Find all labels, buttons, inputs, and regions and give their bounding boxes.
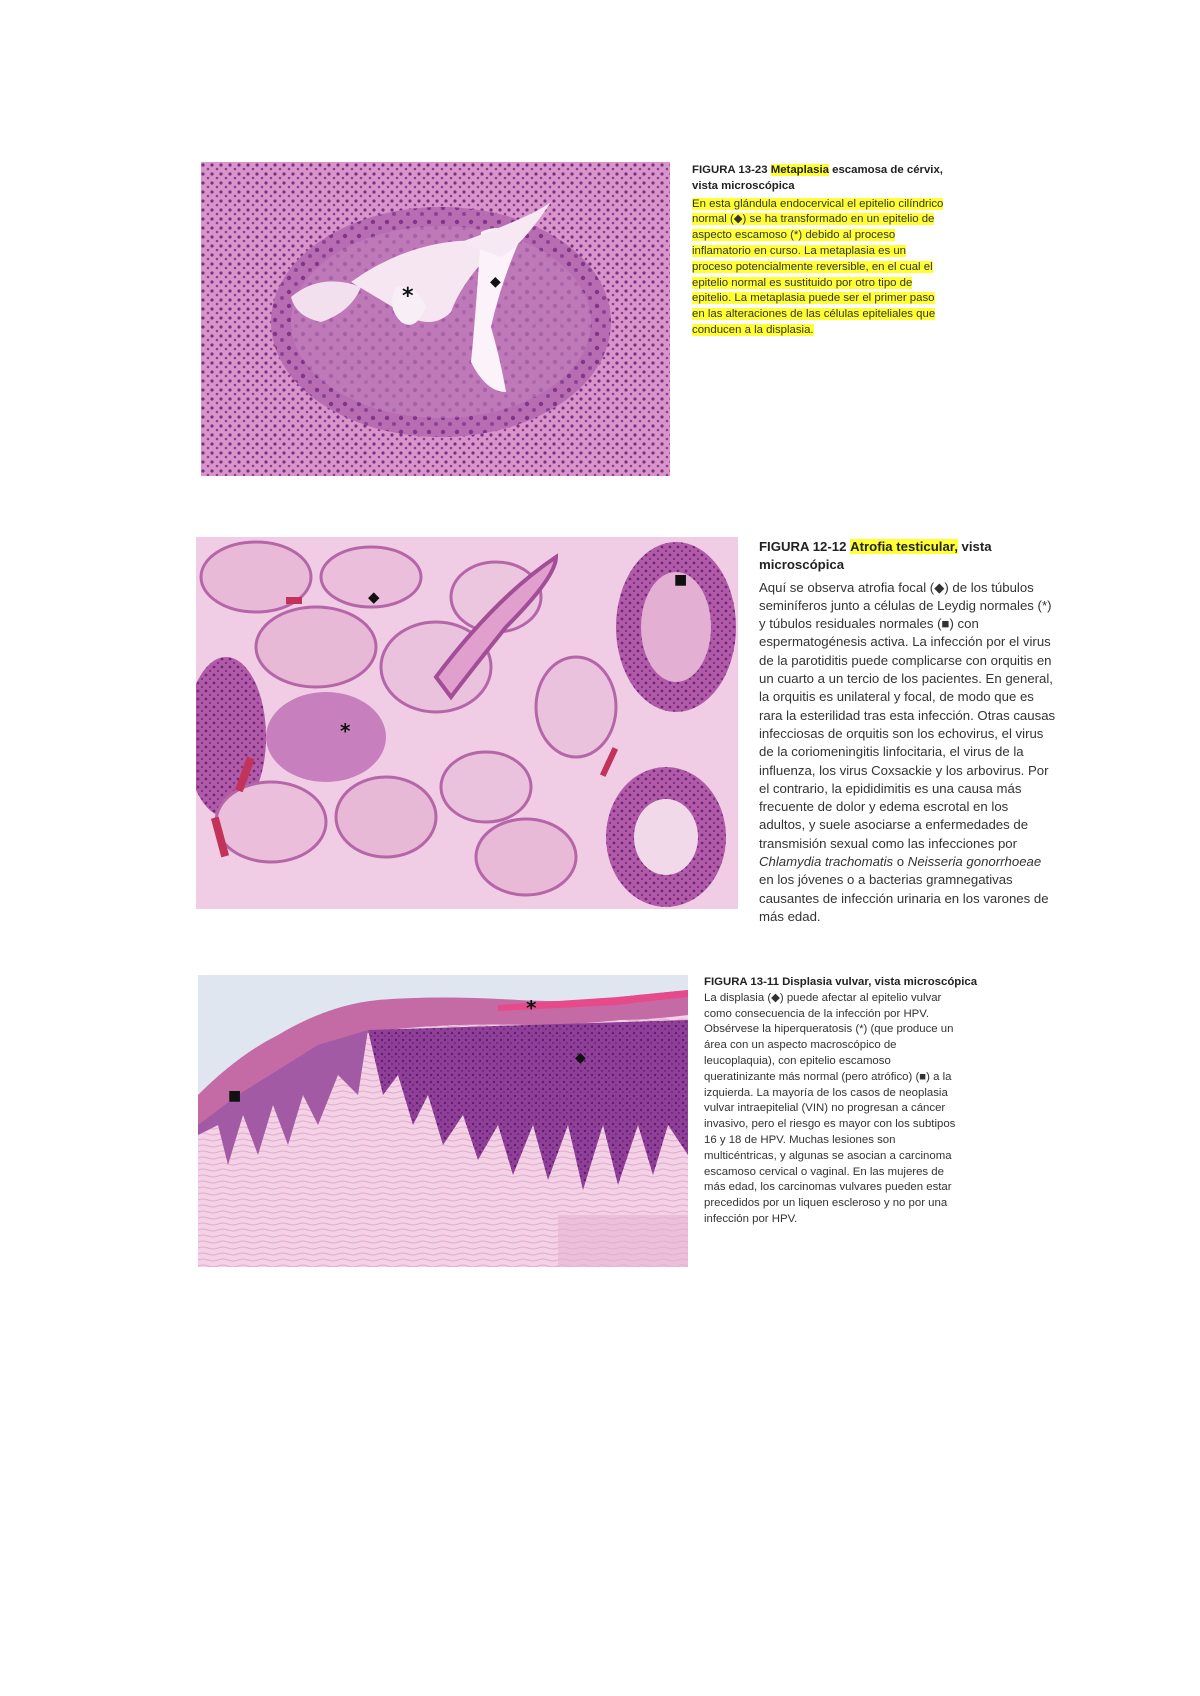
body-line: Obsérvese la hiperqueratosis (*) (que produce un	[704, 1023, 954, 1036]
body-line: La displasia (◆) puede afectar al epitelio vulvar	[704, 991, 942, 1004]
square-marker: ■	[228, 1088, 242, 1104]
body-line: frecuente de dolor y edema escrotal en los	[759, 799, 1009, 815]
square-marker: ■	[674, 572, 688, 588]
figure-title-highlight: Atrofia testicular,	[850, 539, 958, 554]
body-line: rara la esterilidad tras esta infección. Otras causas	[759, 707, 1056, 723]
body-line: el contrario, la epididimitis es una causa más	[759, 780, 1022, 796]
figure-title-rest: vista	[961, 539, 992, 554]
caption-title-line-1	[692, 163, 992, 179]
body-line: seminíferos junto a células de Leydig normales (*)	[759, 597, 1052, 613]
micrograph-cervix-art	[201, 162, 670, 476]
body-line: precedidos por un liquen escleroso y no por una	[704, 1197, 948, 1210]
body-line: Aquí se observa atrofia focal (◆) de los túbulos	[759, 579, 1034, 595]
body-line: de la parotiditis puede complicarse con orquitis en	[759, 652, 1052, 668]
body-line: causantes de infección urinaria en los varones de	[759, 890, 1049, 906]
caption-body	[704, 991, 1034, 1228]
species-name: Chlamydia trachomatis	[759, 854, 894, 870]
body-line: como consecuencia de la infección por HPV.	[704, 1007, 929, 1020]
body-line: la orquitis es unilateral y focal, de modo que es	[759, 689, 1034, 705]
star-marker: *	[340, 719, 351, 743]
body-line: en los jóvenes o a bacterias gramnegativas	[759, 872, 1013, 888]
body-line: y túbulos residuales normales (■) con	[759, 616, 979, 632]
figure-title-rest: escamosa de cérvix,	[832, 164, 943, 176]
micrograph-testis-art	[196, 537, 738, 909]
body-line: influenza, los virus Coxsackie y los arbovirus. Por	[759, 762, 1049, 778]
diamond-marker: ◆	[575, 1050, 586, 1066]
diamond-marker: ◆	[368, 588, 380, 606]
conjunction: o	[893, 854, 908, 870]
star-marker: *	[526, 996, 537, 1020]
figure-title-highlight: Metaplasia	[770, 164, 829, 176]
micrograph-cervix-metaplasia	[201, 162, 670, 476]
figure-number: FIGURA 12-12	[759, 539, 847, 554]
body-line: área con un aspecto macroscópico de	[704, 1039, 897, 1052]
micrograph-vulvar-dysplasia	[198, 975, 688, 1267]
body-line: más edad, los carcinomas vulvares pueden estar	[704, 1181, 952, 1194]
body-line: En esta glándula endocervical el epitelio cilíndrico	[692, 197, 944, 210]
body-line: normal (◆) se ha transformado en un epitelio de	[692, 213, 935, 226]
body-line: infección por HPV.	[704, 1212, 798, 1225]
figure-title-rest: Displasia vulvar, vista microscópica	[782, 976, 978, 988]
body-line: epitelio. La metaplasia puede ser el primer paso	[692, 292, 935, 305]
caption-title-line-1	[704, 975, 1034, 991]
body-line: espermatogénesis activa. La infección por el virus	[759, 634, 1051, 650]
body-line: leucoplaquia), con epitelio escamoso	[704, 1054, 891, 1067]
caption-fig-13-23	[692, 163, 992, 339]
body-line: en las alteraciones de las células epiteliales que	[692, 308, 936, 321]
caption-title-line-2: microscópica	[759, 557, 845, 573]
micrograph-vulva-art	[198, 975, 688, 1267]
caption-title-line-1	[759, 538, 1099, 556]
body-line: adultos, y suele asociarse a enfermedades de	[759, 817, 1029, 833]
body-line: queratinizante más normal (pero atrófico) (■) a la	[704, 1070, 952, 1083]
star-marker: *	[402, 284, 414, 309]
body-line: de la coriomeningitis linfocitaria, el virus de la	[759, 744, 1024, 760]
body-line: multicéntricas, y algunas se asocian a carcinoma	[704, 1149, 952, 1162]
body-line: un cuarto a un tercio de los pacientes. En general,	[759, 671, 1053, 687]
body-line-italic	[759, 853, 1099, 871]
caption-body	[759, 579, 1099, 927]
body-line: proceso potencialmente reversible, en el cual el	[692, 260, 933, 273]
body-line: vulvar intraepitelial (VIN) no progresan a cáncer	[704, 1102, 946, 1115]
figure-number: FIGURA 13-11	[704, 976, 779, 988]
caption-fig-13-11	[704, 975, 1034, 1228]
body-line: 16 y 18 de HPV. Muchas lesiones son	[704, 1133, 896, 1146]
caption-title-line-2: vista microscópica	[692, 179, 795, 192]
body-line: más edad.	[759, 908, 821, 924]
body-line: aspecto escamoso (*) debido al proceso	[692, 229, 896, 242]
body-line: escamoso cervical o vaginal. En las mujeres de	[704, 1165, 944, 1178]
body-line: conducen a la displasia.	[692, 323, 814, 336]
figure-number: FIGURA 13-23	[692, 164, 768, 176]
body-line: infecciosas de orquitis son los echovirus, el virus	[759, 725, 1044, 741]
diamond-marker: ◆	[490, 274, 501, 290]
body-line: transmisión sexual como las infecciones por	[759, 835, 1018, 851]
body-line: invasivo, pero el riesgo es mayor con los subtipos	[704, 1118, 956, 1131]
caption-body	[692, 197, 992, 339]
species-name: Neisseria gonorrhoeae	[907, 854, 1042, 870]
body-line: izquierda. La mayoría de los casos de neoplasia	[704, 1086, 948, 1099]
caption-fig-12-12	[759, 538, 1099, 926]
body-line: epitelio normal es sustituido por otro tipo de	[692, 276, 913, 289]
micrograph-testicular-atrophy	[196, 537, 738, 909]
body-line: inflamatorio en curso. La metaplasia es un	[692, 244, 907, 257]
